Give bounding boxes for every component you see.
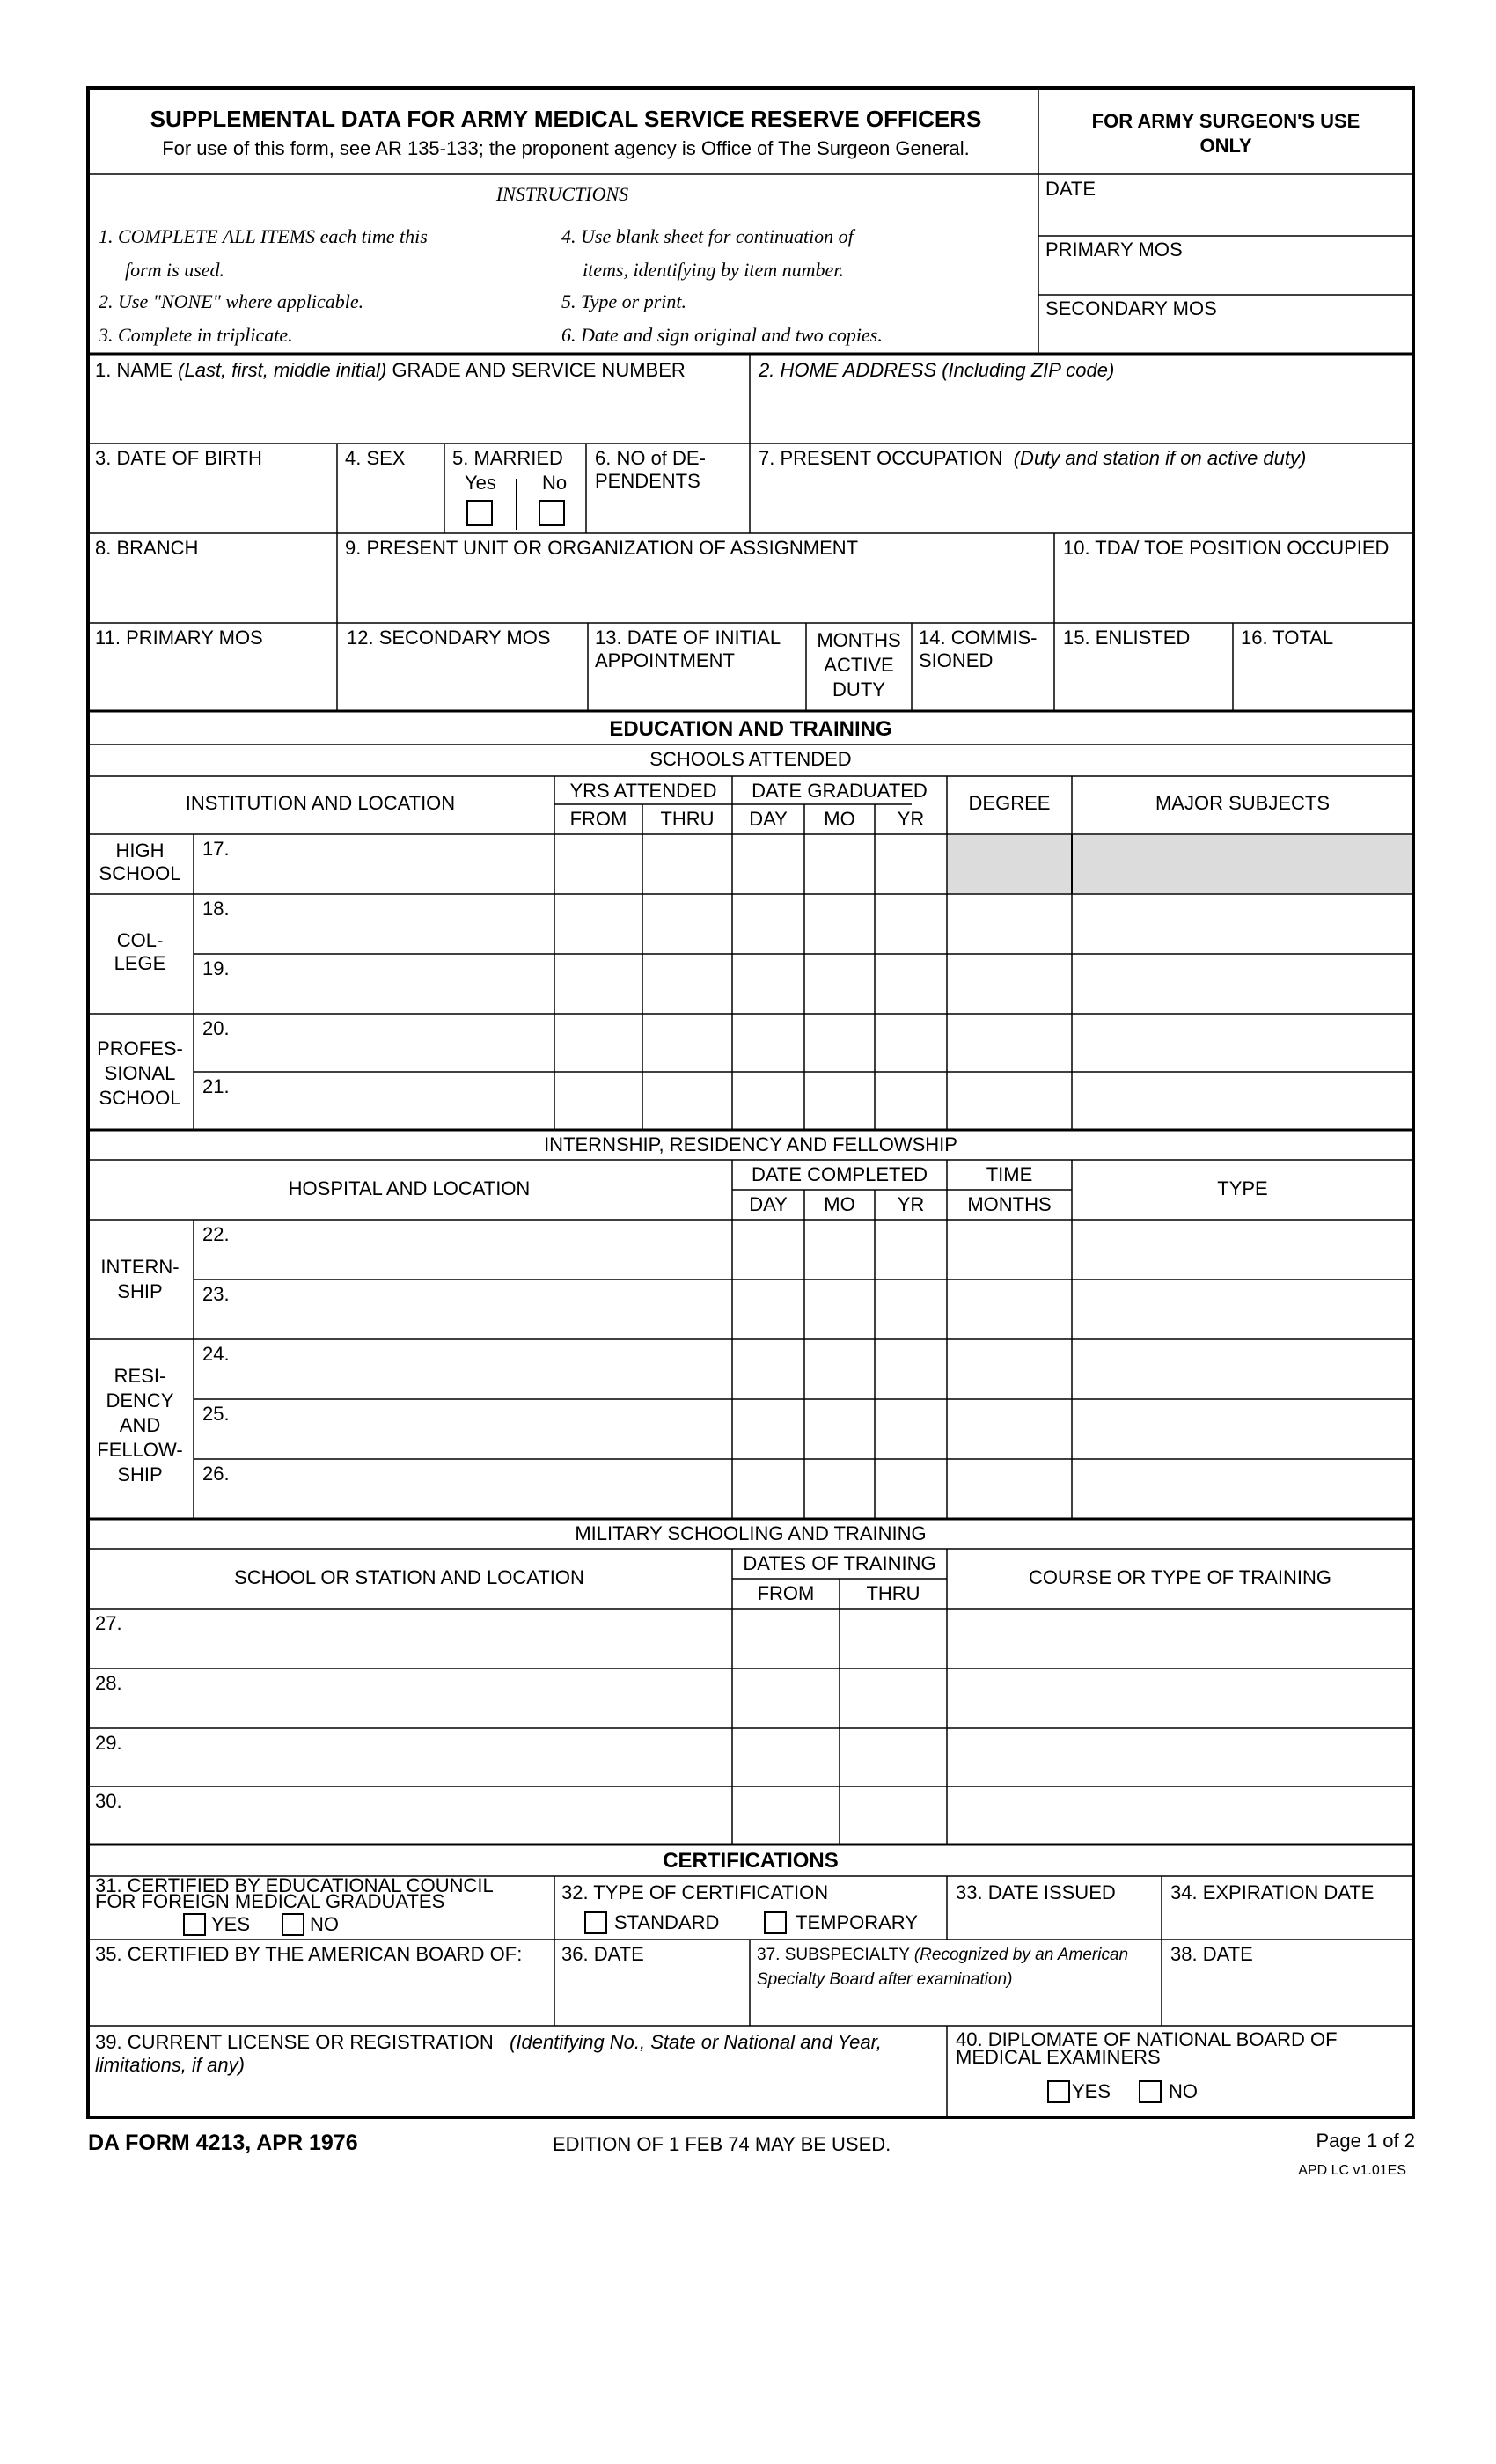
temporary-checkbox[interactable] [764, 1911, 787, 1934]
surgeon-use-heading: FOR ARMY SURGEON'S USE ONLY [1091, 110, 1360, 157]
field-16-total-label: 16. TOTAL [1241, 627, 1334, 649]
standard-checkbox[interactable] [584, 1911, 607, 1934]
field-6-dependents-label: 6. NO of DE- PENDENTS [595, 447, 706, 492]
row-20-label: 20. [202, 1017, 230, 1039]
instruction-4: 4. Use blank sheet for continuation of [561, 225, 854, 247]
row-21-label: 21. [202, 1075, 230, 1097]
col-int-day: DAY [749, 1193, 788, 1215]
da-form-4213 [86, 86, 1415, 2178]
field-39-license-label: 39. CURRENT LICENSE OR REGISTRATION (Identifying No., State or National and Year, limitations, if any) [95, 2031, 882, 2076]
col-date-completed: DATE COMPLETED [751, 1163, 928, 1185]
college-label: COL- LEGE [114, 929, 166, 974]
instructions-heading: INSTRUCTIONS [495, 183, 629, 205]
nbme-no-checkbox[interactable] [1139, 2080, 1162, 2103]
col-int-yr: YR [897, 1193, 925, 1215]
nbme-no-label: NO [1169, 2080, 1198, 2102]
internship-label: INTERN- SHIP [100, 1256, 180, 1302]
surgeon-secondary-mos-label: SECONDARY MOS [1045, 297, 1217, 319]
field-32-cert-type-label: 32. TYPE OF CERTIFICATION [561, 1881, 829, 1903]
instruction-1-cont: form is used. [125, 259, 225, 281]
field-4-sex-label: 4. SEX [345, 447, 406, 469]
field-12-secondary-mos-label: 12. SECONDARY MOS [347, 627, 551, 649]
married-divider [516, 479, 517, 530]
temporary-label: TEMPORARY [796, 1911, 918, 1933]
ecfmg-no-label: NO [310, 1913, 339, 1935]
col-degree: DEGREE [968, 792, 1051, 814]
instruction-3: 3. Complete in triplicate. [99, 324, 293, 346]
col-institution: INSTITUTION AND LOCATION [185, 792, 456, 814]
military-heading: MILITARY SCHOOLING AND TRAINING [575, 1522, 927, 1544]
surgeon-primary-mos-label: PRIMARY MOS [1045, 238, 1183, 260]
residency-fellowship-label: RESI- DENCY AND FELLOW- SHIP [97, 1365, 183, 1485]
col-months: MONTHS [967, 1193, 1052, 1215]
married-no-label: No [542, 472, 568, 494]
col-major-subjects: MAJOR SUBJECTS [1155, 792, 1331, 814]
col-type: TYPE [1217, 1177, 1268, 1199]
col-dates-training: DATES OF TRAINING [743, 1552, 936, 1574]
col-day: DAY [749, 808, 788, 830]
field-33-date-issued-label: 33. DATE ISSUED [956, 1881, 1116, 1903]
field-8-branch-label: 8. BRANCH [95, 537, 199, 559]
field-36-date-label: 36. DATE [561, 1943, 644, 1965]
standard-label: STANDARD [614, 1911, 720, 1933]
col-mo: MO [824, 808, 855, 830]
field-13-initial-appointment-label: 13. DATE OF INITIAL APPOINTMENT [595, 627, 781, 671]
row-22-label: 22. [202, 1223, 230, 1245]
col-school-station: SCHOOL OR STATION AND LOCATION [234, 1566, 584, 1588]
nbme-yes-checkbox[interactable] [1047, 2080, 1070, 2103]
row-28-label: 28. [95, 1672, 122, 1694]
high-school-label: HIGH SCHOOL [99, 840, 181, 884]
row-18-label: 18. [202, 898, 230, 920]
field-35-board-label: 35. CERTIFIED BY THE AMERICAN BOARD OF: [95, 1943, 523, 1965]
col-time: TIME [986, 1163, 1033, 1185]
field-40-nbme-label: 40. DIPLOMATE OF NATIONAL BOARD OF MEDICAL EXAMINERS [956, 2028, 1338, 2068]
field-7-occupation-label: 7. PRESENT OCCUPATION (Duty and station if on active duty) [759, 447, 1307, 469]
field-15-enlisted-label: 15. ENLISTED [1063, 627, 1191, 649]
field-31-ecfmg-label: 31. CERTIFIED BY EDUCATIONAL COUNCIL FOR FOREIGN MEDICAL GRADUATES [95, 1874, 494, 1912]
married-no-checkbox[interactable] [539, 500, 565, 526]
internship-heading: INTERNSHIP, RESIDENCY AND FELLOWSHIP [544, 1133, 957, 1155]
field-37-subspecialty-label: 37. SUBSPECIALTY (Recognized by an American Specialty Board after examination) [757, 1946, 1129, 1989]
ecfmg-no-checkbox[interactable] [282, 1913, 304, 1936]
field-10-position-label: 10. TDA/ TOE POSITION OCCUPIED [1063, 537, 1390, 559]
form-number: DA FORM 4213, APR 1976 [88, 2130, 358, 2155]
row-25-label: 25. [202, 1403, 230, 1425]
instruction-4-cont: items, identifying by item number. [583, 259, 844, 281]
col-yr: YR [897, 808, 925, 830]
schools-attended-label: SCHOOLS ATTENDED [649, 748, 852, 770]
col-date-graduated: DATE GRADUATED [752, 780, 928, 802]
field-1-name-label: 1. NAME (Last, first, middle initial) GRADE AND SERVICE NUMBER [95, 359, 686, 381]
col-mil-thru: THRU [866, 1582, 920, 1604]
page-number: Page 1 of 2 [1316, 2130, 1415, 2152]
col-hospital: HOSPITAL AND LOCATION [288, 1177, 531, 1199]
ecfmg-yes-checkbox[interactable] [183, 1913, 206, 1936]
form-subtitle: For use of this form, see AR 135-133; the proponent agency is Office of The Surgeon General. [162, 137, 970, 159]
field-14-commissioned-label: 14. COMMIS- SIONED [919, 627, 1038, 671]
field-38-date-label: 38. DATE [1170, 1943, 1253, 1965]
col-mil-from: FROM [757, 1582, 815, 1604]
form-title: SUPPLEMENTAL DATA FOR ARMY MEDICAL SERVICE RESERVE OFFICERS [150, 106, 982, 132]
edition-note: EDITION OF 1 FEB 74 MAY BE USED. [553, 2133, 891, 2155]
education-heading: EDUCATION AND TRAINING [609, 717, 892, 741]
months-active-duty-label: MONTHS ACTIVE DUTY [817, 629, 901, 700]
col-thru: THRU [660, 808, 715, 830]
row-27-label: 27. [95, 1612, 122, 1634]
field-9-unit-label: 9. PRESENT UNIT OR ORGANIZATION OF ASSIGNMENT [345, 537, 859, 559]
form-grid [86, 86, 1415, 2128]
professional-school-label: PROFES- SIONAL SCHOOL [97, 1038, 183, 1109]
field-34-expiration-label: 34. EXPIRATION DATE [1170, 1881, 1375, 1903]
high-school-shaded-cell [948, 835, 1412, 893]
row-17-label: 17. [202, 838, 230, 860]
col-from: FROM [569, 808, 627, 830]
ecfmg-yes-label: YES [211, 1913, 251, 1935]
col-int-mo: MO [824, 1193, 855, 1215]
field-3-dob-label: 3. DATE OF BIRTH [95, 447, 262, 469]
row-19-label: 19. [202, 957, 230, 979]
instruction-6: 6. Date and sign original and two copies. [561, 324, 883, 346]
row-30-label: 30. [95, 1790, 122, 1812]
field-2-home-address-label: 2. HOME ADDRESS (Including ZIP code) [759, 359, 1115, 381]
married-yes-label: Yes [465, 472, 496, 494]
row-29-label: 29. [95, 1732, 122, 1754]
instruction-2: 2. Use "NONE" where applicable. [99, 290, 364, 312]
row-26-label: 26. [202, 1463, 230, 1485]
col-yrs-attended: YRS ATTENDED [569, 780, 717, 802]
col-course-type: COURSE OR TYPE OF TRAINING [1029, 1566, 1331, 1588]
row-23-label: 23. [202, 1283, 230, 1305]
row-24-label: 24. [202, 1343, 230, 1365]
instruction-1: 1. COMPLETE ALL ITEMS each time this [99, 225, 428, 247]
nbme-yes-label: YES [1072, 2080, 1111, 2102]
surgeon-date-label: DATE [1045, 178, 1096, 200]
shaded-divider [1071, 835, 1073, 893]
instruction-5: 5. Type or print. [561, 290, 686, 312]
field-11-primary-mos-label: 11. PRIMARY MOS [95, 627, 263, 649]
field-5-married-label: 5. MARRIED [452, 447, 563, 469]
version-code: APD LC v1.01ES [1298, 2163, 1406, 2178]
certifications-heading: CERTIFICATIONS [663, 1849, 839, 1873]
married-yes-checkbox[interactable] [466, 500, 493, 526]
